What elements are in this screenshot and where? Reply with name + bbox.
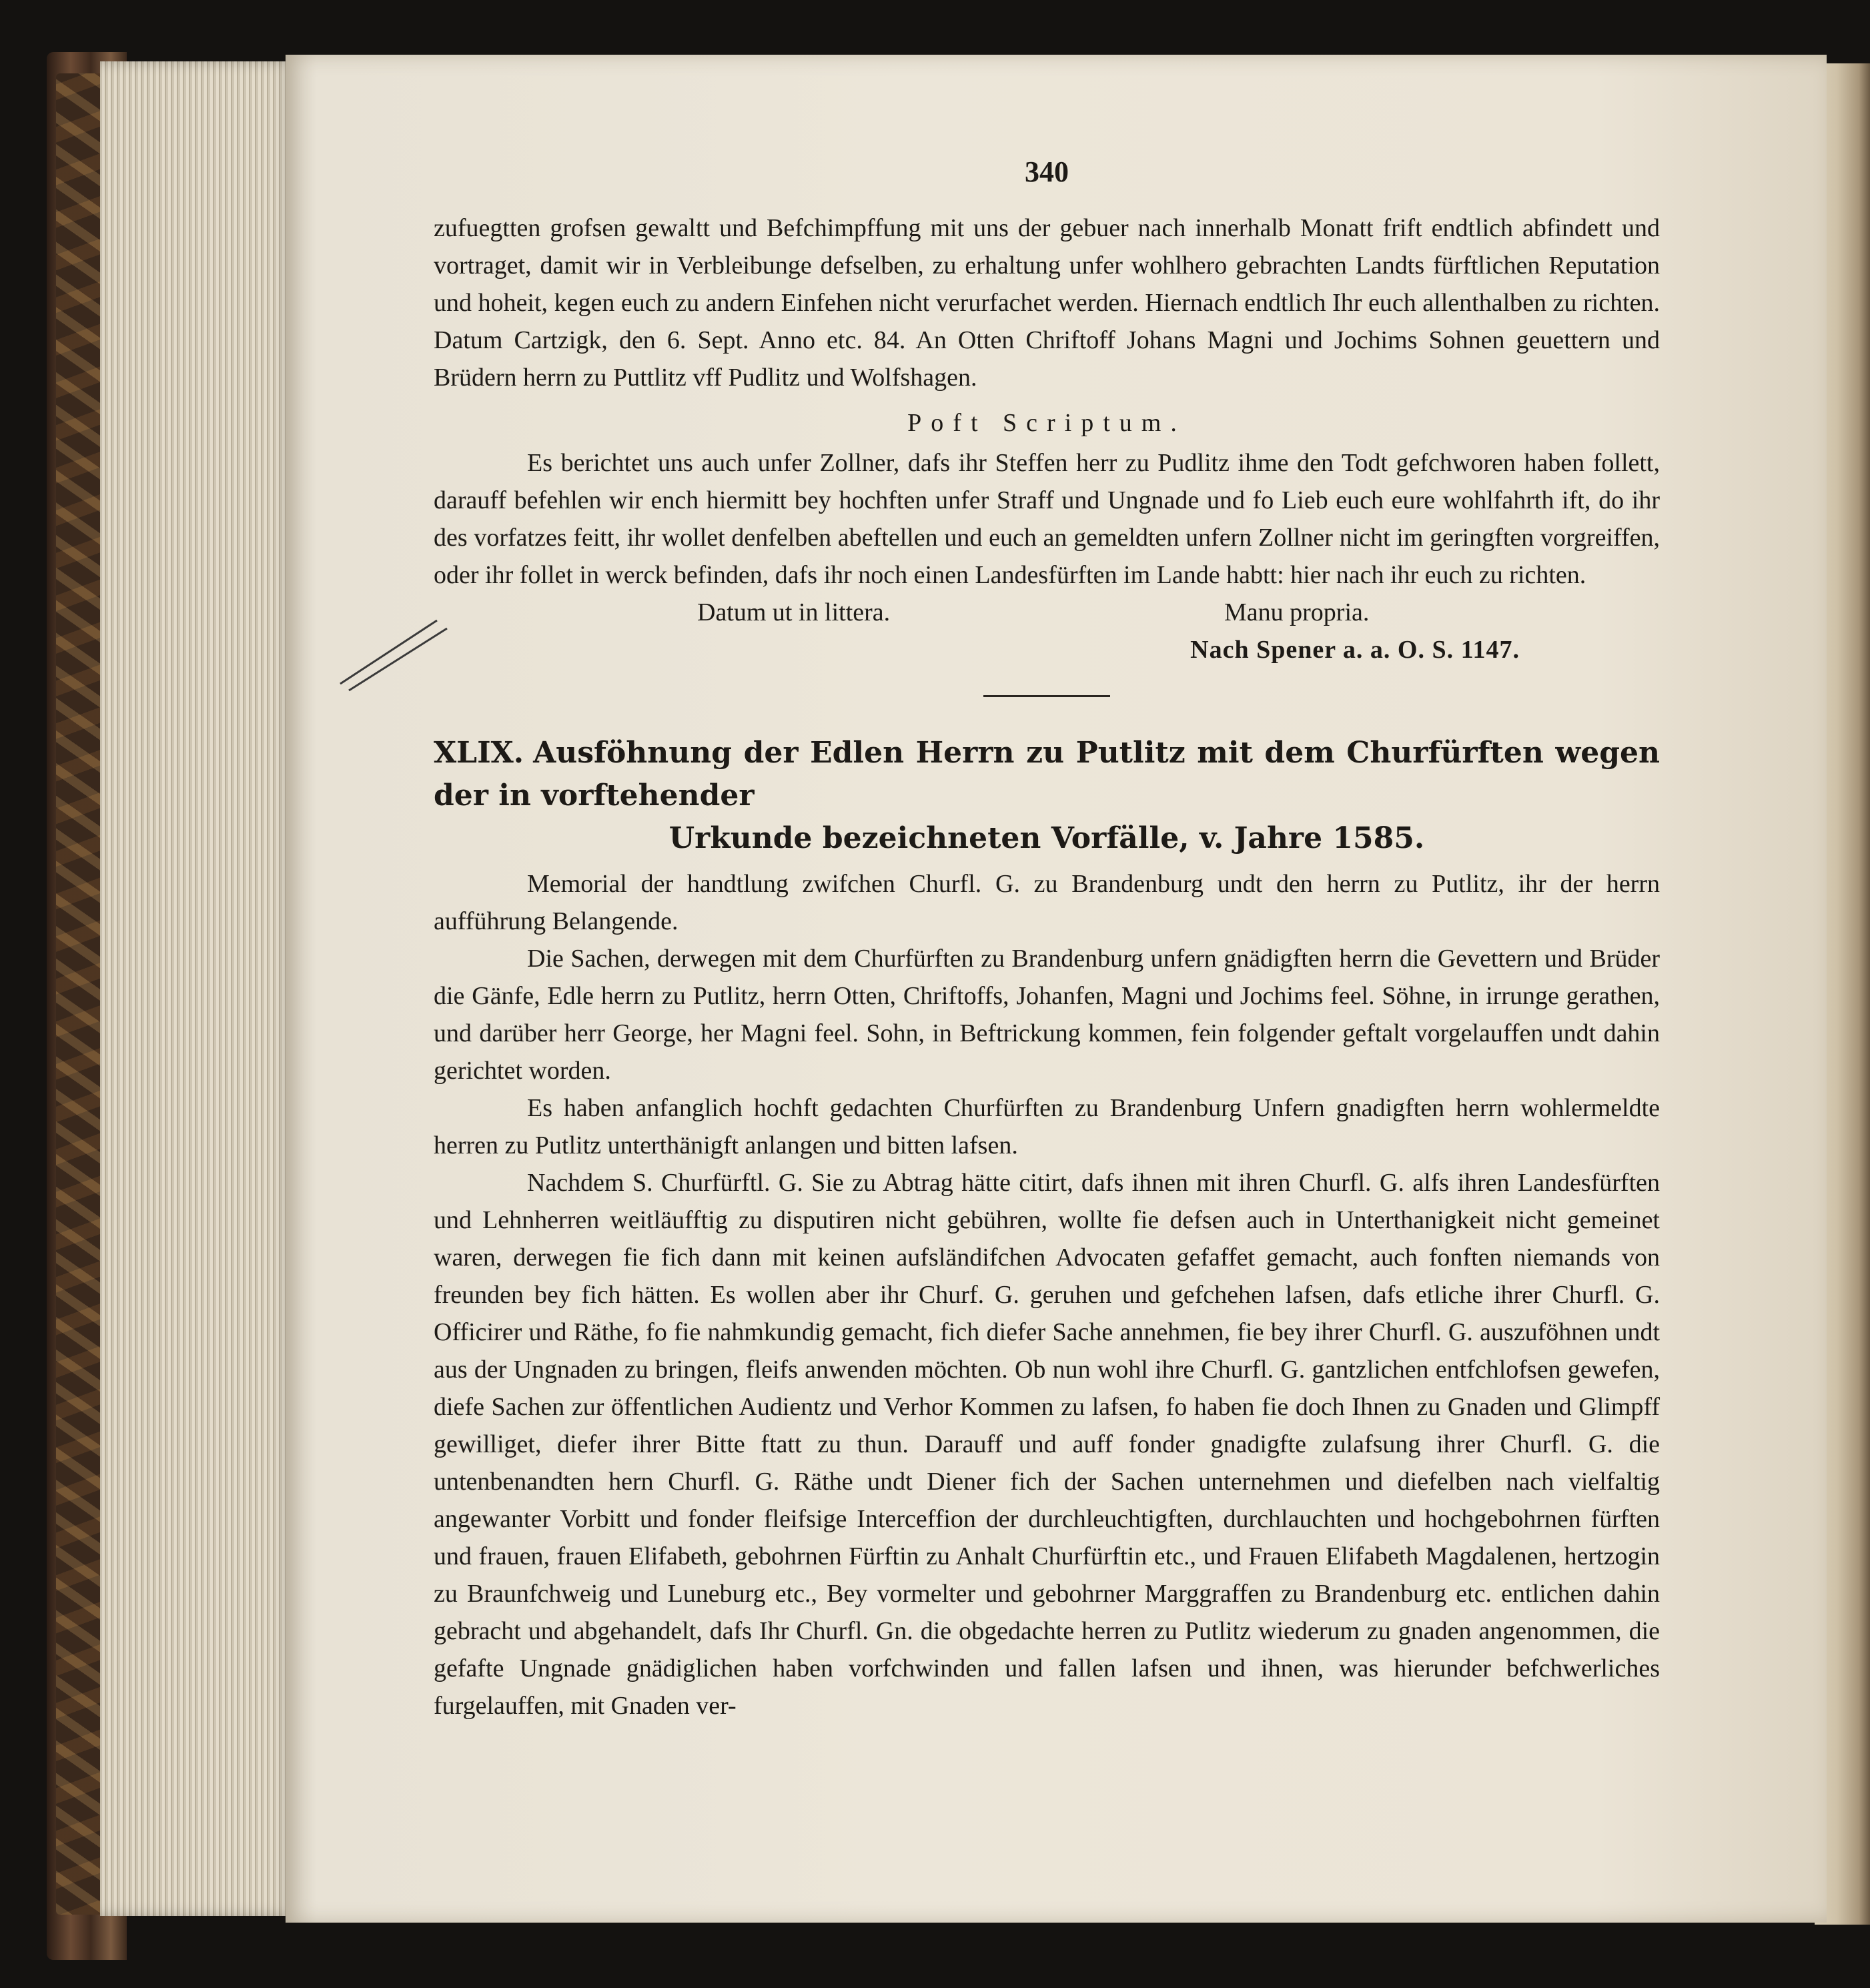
postscript-heading: Poft Scriptum. xyxy=(907,409,1186,437)
section-paragraph: Die Sachen, derwegen mit dem Churfürften zu Brandenburg unfern gnädigften herrn die Gevettern und Brüder die Gänfe, Edle herrn zu Putlitz, herrn Otten, Chriftoffs, Johanfen, Magni und Jochims feel. Söhne, in irrunge gerathen, und darüber herr George, her Magni feel. Sohn, in Beftrickung kommen, fein folgender geftalt vorgelauffen undt dahin gerichtet worden. xyxy=(434,945,1660,1085)
opening-paragraph: zufuegtten grofsen gewaltt und Befchimpffung mit uns der gebuer nach innerhalb Monatt frift endtlich abfindett und vortraget, damit wir in Verbleibunge defselben, zu erhaltung unfer wohlhero gebrachten Landts fürftlichen Reputation und hoheit, kegen euch zu andern Einfehen nicht verurfachet werden. Hiernach endtlich Ihr euch allenthalben zu richten. Datum Cartzigk, den 6. Sept. Anno etc. 84. An Otten Chriftoff Johans Magni und Jochims Sohnen geuettern und Brüdern herrn zu Puttlitz vff Pudlitz und Wolfshagen. xyxy=(434,214,1660,392)
section-paragraph: Nachdem S. Churfürftl. G. Sie zu Abtrag hätte citirt, dafs ihnen mit ihren Churfl. G. alfs ihren Landesfürften und Lehnherren weitläufftig zu disputiren nicht gebühren, wollte fie defsen auch in Unterthanigkeit nicht gemeinet waren, derwegen fie fich dann mit keinen aufsländifchen Advocaten gefaffet gemacht, auch fonften niemands von freunden bey fich hätten. Es wollen aber ihr Churf. G. geruhen und gefchehen lafsen, dafs etliche ihrer Churfl. G. Officirer und Räthe, fo fie nahmkundig gemacht, fich diefer Sache annehmen, fie bey ihrer Churfl. G. auszuföhnen undt aus der Ungnaden zu bringen, fleifs anwenden möchten. Ob nun wohl ihre Churfl. G. gantzlichen entfchlofsen gewefen, diefe Sachen zur öffentlichen Audientz und Verhor Kommen zu lafsen, fo haben fie doch Ihnen zu Gnaden und Glimpff gewilliget, diefer ihrer Bitte ftatt zu thun. Darauff und auff fonder gnadigfte zulafsung ihrer Churfl. G. die untenbenandten hern Churfl. G. Räthe undt Diener fich der Sachen unternehmen und diefelben nach vielfaltig angewanter Vorbitt und fonder fleifsige Interceffion der durchleuchtigften, durchlauchten und hochgebohrnen fürften und frauen, frauen Elifabeth, gebohrnen Fürftin zu Anhalt Churfürftin etc., und Frauen Elifabeth Magdalenen, hertzogin zu Braunfchweig und Luneburg etc., Bey vormelter und gebohrner Marggraffen zu Brandenburg etc. entlichen dahin gebracht und abgehandelt, dafs Ihr Churfl. Gn. die obgedachte herren zu Putlitz wiederum zu gnaden angenommen, die gefafte Ungnade gnädiglichen haben vorfchwinden und fallen lafsen und ihnen, was hierunder befchwerliches furgelauffen, mit Gnaden ver- xyxy=(434,1169,1660,1720)
marbled-edge xyxy=(56,73,103,1915)
section-divider xyxy=(983,695,1110,697)
manu-propria: Manu propria. xyxy=(1224,598,1370,626)
section-title xyxy=(434,732,1660,860)
section-title-line1: Ausföhnung der Edlen Herrn zu Putlitz mit dem Churfürften wegen der in vorftehender xyxy=(434,736,1660,813)
page-edges xyxy=(100,61,294,1916)
page-number: 340 xyxy=(1025,155,1069,188)
source-citation: Nach Spener a. a. O. S. 1147. xyxy=(1190,636,1520,664)
section-title-line2: Urkunde bezeichneten Vorfälle, v. Jahre 1585. xyxy=(668,821,1425,855)
section-paragraph: Memorial der handtlung zwifchen Churfl. G. zu Brandenburg undt den herrn zu Putlitz, ihr der herrn aufführung Belangende. xyxy=(434,870,1660,935)
datum-line: Datum ut in littera. xyxy=(697,598,891,626)
postscript-text: Es berichtet uns auch unfer Zollner, dafs ihr Steffen herr zu Pudlitz ihme den Todt gefchworen haben follett, darauff befehlen wir ench hiermitt bey hochften unfer Straff und Ungnade und fo Lieb euch eure wohlfahrth ift, do ihr des vorfatzes feitt, ihr wollet denfelben abeftellen und euch an gemeldten unfern Zollner nicht im geringften vorgreiffen, oder ihr follet in werck befinden, dafs ihr noch einen Landesfürften im Lande habtt: hier nach ihr euch zu richten. xyxy=(434,449,1660,589)
postscript-signoff xyxy=(434,594,1660,631)
page-content xyxy=(434,153,1660,1724)
section-paragraph: Es haben anfanglich hochft gedachten Churfürften zu Brandenburg Unfern gnadigften herrn wohlermeldte herren zu Putlitz unterthänigft anlangen und bitten lafsen. xyxy=(434,1094,1660,1159)
section-number: XLIX. xyxy=(434,736,524,770)
